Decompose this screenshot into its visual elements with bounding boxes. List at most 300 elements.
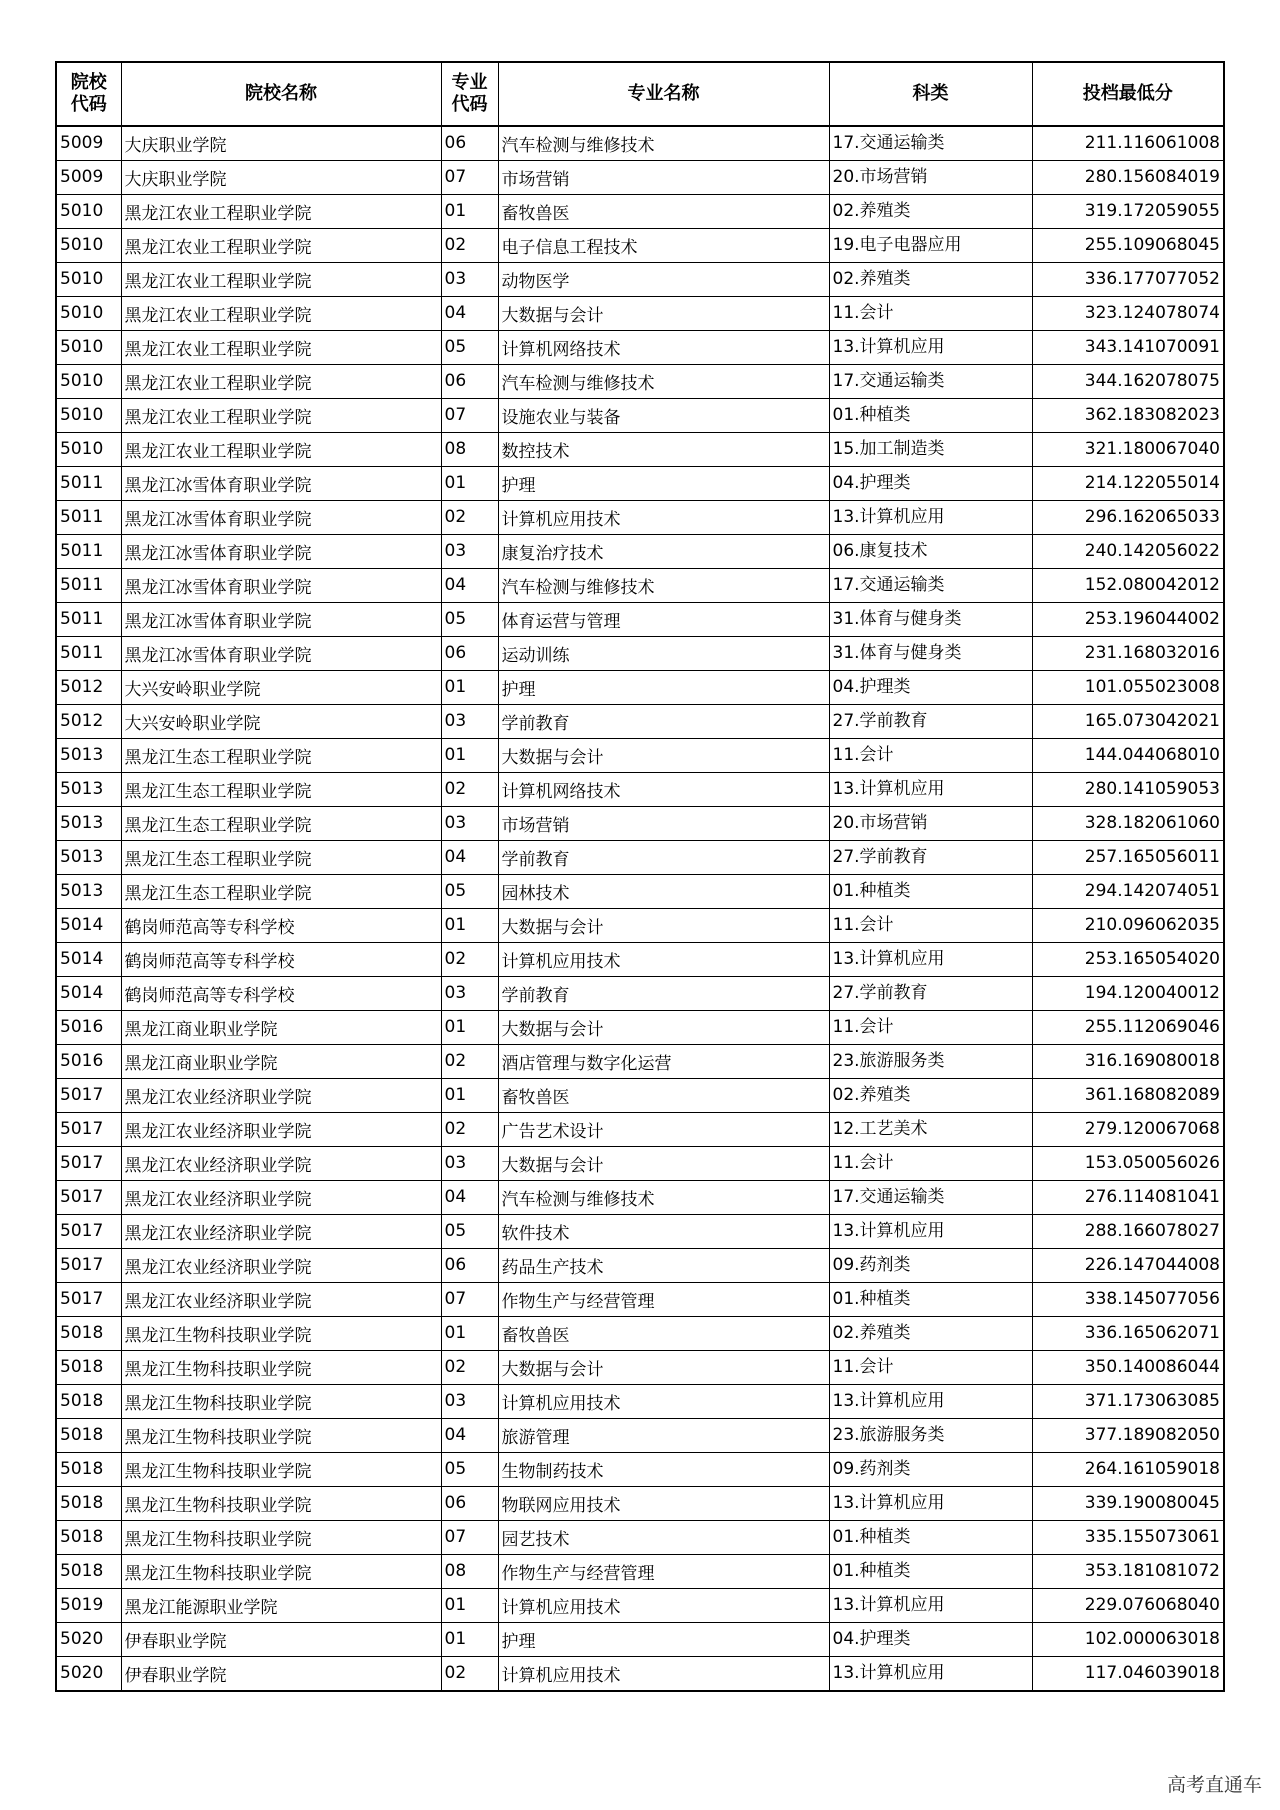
cell-min-score: 344.162078075 xyxy=(1032,365,1224,399)
table-row xyxy=(56,909,1224,943)
cell-category: 01.种植类 xyxy=(829,1283,1032,1317)
cell-major-name: 体育运营与管理 xyxy=(498,606,829,640)
table-row xyxy=(56,501,1224,535)
cell-major-code: 02 xyxy=(441,773,498,807)
cell-major-code: 07 xyxy=(441,1283,498,1317)
cell-category: 11.会计 xyxy=(829,739,1032,773)
cell-category: 15.加工制造类 xyxy=(829,433,1032,467)
header-category: 科类 xyxy=(829,62,1032,126)
cell-min-score: 214.122055014 xyxy=(1032,467,1224,501)
cell-school-name: 黑龙江冰雪体育职业学院 xyxy=(121,572,441,606)
cell-major-name: 汽车检测与维修技术 xyxy=(498,1184,829,1218)
cell-major-name: 广告艺术设计 xyxy=(498,1116,829,1150)
cell-min-score: 210.096062035 xyxy=(1032,909,1224,943)
cell-school-code: 5009 xyxy=(56,161,121,195)
cell-min-score: 226.147044008 xyxy=(1032,1249,1224,1283)
cell-category: 27.学前教育 xyxy=(829,705,1032,739)
cell-school-code: 5018 xyxy=(56,1419,121,1453)
cell-major-code: 05 xyxy=(441,875,498,909)
table-row xyxy=(56,875,1224,909)
cell-school-code: 5010 xyxy=(56,365,121,399)
cell-school-code: 5014 xyxy=(56,977,121,1011)
cell-major-name: 大数据与会计 xyxy=(498,1014,829,1048)
cell-category: 23.旅游服务类 xyxy=(829,1419,1032,1453)
table-row xyxy=(56,1657,1224,1692)
table-row xyxy=(56,365,1224,399)
cell-category: 19.电子电器应用 xyxy=(829,229,1032,263)
cell-min-score: 165.073042021 xyxy=(1032,705,1224,739)
cell-school-code: 5011 xyxy=(56,535,121,569)
header-min-score: 投档最低分 xyxy=(1032,62,1224,126)
cell-school-code: 5017 xyxy=(56,1181,121,1215)
cell-school-code: 5017 xyxy=(56,1147,121,1181)
cell-category: 12.工艺美术 xyxy=(829,1113,1032,1147)
cell-min-score: 339.190080045 xyxy=(1032,1487,1224,1521)
cell-category: 13.计算机应用 xyxy=(829,1657,1032,1692)
cell-major-name: 生物制药技术 xyxy=(498,1456,829,1490)
cell-major-code: 04 xyxy=(441,841,498,875)
cell-min-score: 264.161059018 xyxy=(1032,1453,1224,1487)
cell-min-score: 296.162065033 xyxy=(1032,501,1224,535)
cell-min-score: 362.183082023 xyxy=(1032,399,1224,433)
cell-category: 20.市场营销 xyxy=(829,807,1032,841)
table-row xyxy=(56,1317,1224,1351)
table-row xyxy=(56,705,1224,739)
table-row xyxy=(56,773,1224,807)
cell-major-name: 大数据与会计 xyxy=(498,1150,829,1184)
cell-school-code: 5020 xyxy=(56,1657,121,1692)
cell-min-score: 280.141059053 xyxy=(1032,773,1224,807)
cell-min-score: 255.109068045 xyxy=(1032,229,1224,263)
cell-category: 13.计算机应用 xyxy=(829,943,1032,977)
cell-school-code: 5010 xyxy=(56,229,121,263)
table-row xyxy=(56,1215,1224,1249)
cell-school-code: 5017 xyxy=(56,1113,121,1147)
cell-category: 04.护理类 xyxy=(829,1623,1032,1657)
cell-school-name: 黑龙江农业工程职业学院 xyxy=(121,368,441,402)
cell-major-name: 计算机应用技术 xyxy=(498,946,829,980)
watermark-text: 高考直通车 xyxy=(1166,1774,1262,1796)
table-row xyxy=(56,126,1224,161)
cell-category: 31.体育与健身类 xyxy=(829,603,1032,637)
cell-major-code: 01 xyxy=(441,1317,498,1351)
cell-school-code: 5013 xyxy=(56,773,121,807)
cell-category: 17.交通运输类 xyxy=(829,569,1032,603)
cell-min-score: 257.165056011 xyxy=(1032,841,1224,875)
cell-school-code: 5010 xyxy=(56,297,121,331)
cell-min-score: 276.114081041 xyxy=(1032,1181,1224,1215)
cell-major-code: 02 xyxy=(441,229,498,263)
cell-major-name: 畜牧兽医 xyxy=(498,1320,829,1354)
cell-major-code: 03 xyxy=(441,1385,498,1419)
cell-major-code: 05 xyxy=(441,331,498,365)
cell-category: 13.计算机应用 xyxy=(829,1385,1032,1419)
cell-school-name: 黑龙江冰雪体育职业学院 xyxy=(121,470,441,504)
cell-major-name: 酒店管理与数字化运营 xyxy=(498,1048,829,1082)
cell-school-code: 5016 xyxy=(56,1011,121,1045)
cell-major-name: 市场营销 xyxy=(498,810,829,844)
cell-school-code: 5018 xyxy=(56,1521,121,1555)
cell-major-name: 作物生产与经营管理 xyxy=(498,1286,829,1320)
cell-min-score: 253.196044002 xyxy=(1032,603,1224,637)
cell-school-code: 5018 xyxy=(56,1351,121,1385)
cell-major-code: 01 xyxy=(441,909,498,943)
table-row xyxy=(56,671,1224,705)
table-row xyxy=(56,841,1224,875)
cell-school-name: 黑龙江农业工程职业学院 xyxy=(121,266,441,300)
cell-major-code: 01 xyxy=(441,467,498,501)
cell-school-code: 5020 xyxy=(56,1623,121,1657)
cell-category: 01.种植类 xyxy=(829,1521,1032,1555)
table-row xyxy=(56,1385,1224,1419)
cell-school-code: 5012 xyxy=(56,705,121,739)
table-row xyxy=(56,807,1224,841)
cell-category: 17.交通运输类 xyxy=(829,126,1032,161)
cell-category: 09.药剂类 xyxy=(829,1453,1032,1487)
cell-school-name: 黑龙江农业经济职业学院 xyxy=(121,1082,441,1116)
table-row xyxy=(56,1147,1224,1181)
cell-major-name: 动物医学 xyxy=(498,266,829,300)
cell-school-code: 5018 xyxy=(56,1453,121,1487)
cell-major-name: 软件技术 xyxy=(498,1218,829,1252)
cell-major-name: 电子信息工程技术 xyxy=(498,232,829,266)
cell-min-score: 343.141070091 xyxy=(1032,331,1224,365)
header-major-code-line2: 代码 xyxy=(451,94,488,115)
table-row xyxy=(56,229,1224,263)
cell-major-code: 06 xyxy=(441,126,498,161)
cell-category: 27.学前教育 xyxy=(829,841,1032,875)
cell-school-code: 5019 xyxy=(56,1589,121,1623)
table-row xyxy=(56,1419,1224,1453)
table-row xyxy=(56,1249,1224,1283)
header-major-code xyxy=(441,62,498,126)
cell-category: 06.康复技术 xyxy=(829,535,1032,569)
cell-major-code: 05 xyxy=(441,603,498,637)
cell-school-name: 黑龙江生物科技职业学院 xyxy=(121,1558,441,1592)
table-row xyxy=(56,195,1224,229)
table-row xyxy=(56,467,1224,501)
cell-min-score: 279.120067068 xyxy=(1032,1113,1224,1147)
cell-major-name: 汽车检测与维修技术 xyxy=(498,572,829,606)
table-row xyxy=(56,977,1224,1011)
table-body xyxy=(56,126,1224,1691)
cell-major-name: 畜牧兽医 xyxy=(498,1082,829,1116)
cell-major-name: 计算机应用技术 xyxy=(498,1660,829,1695)
cell-min-score: 117.046039018 xyxy=(1032,1657,1224,1692)
cell-school-name: 黑龙江生物科技职业学院 xyxy=(121,1524,441,1558)
cell-major-code: 02 xyxy=(441,1045,498,1079)
cell-category: 02.养殖类 xyxy=(829,195,1032,229)
cell-min-score: 152.080042012 xyxy=(1032,569,1224,603)
cell-major-name: 计算机应用技术 xyxy=(498,1388,829,1422)
table-row xyxy=(56,739,1224,773)
cell-category: 27.学前教育 xyxy=(829,977,1032,1011)
cell-category: 01.种植类 xyxy=(829,399,1032,433)
cell-min-score: 194.120040012 xyxy=(1032,977,1224,1011)
cell-min-score: 288.166078027 xyxy=(1032,1215,1224,1249)
table-row xyxy=(56,1011,1224,1045)
cell-major-code: 01 xyxy=(441,1589,498,1623)
table-row xyxy=(56,433,1224,467)
cell-school-name: 黑龙江生物科技职业学院 xyxy=(121,1388,441,1422)
cell-major-code: 03 xyxy=(441,263,498,297)
cell-school-code: 5013 xyxy=(56,739,121,773)
cell-min-score: 353.181081072 xyxy=(1032,1555,1224,1589)
cell-school-code: 5018 xyxy=(56,1317,121,1351)
cell-min-score: 240.142056022 xyxy=(1032,535,1224,569)
cell-major-code: 01 xyxy=(441,1011,498,1045)
cell-category: 13.计算机应用 xyxy=(829,1589,1032,1623)
cell-major-code: 06 xyxy=(441,637,498,671)
cell-major-code: 02 xyxy=(441,943,498,977)
cell-school-code: 5011 xyxy=(56,637,121,671)
table-row xyxy=(56,297,1224,331)
cell-category: 31.体育与健身类 xyxy=(829,637,1032,671)
table-row xyxy=(56,1521,1224,1555)
cell-school-code: 5010 xyxy=(56,433,121,467)
cell-major-name: 园艺技术 xyxy=(498,1524,829,1558)
cell-school-name: 鹤岗师范高等专科学校 xyxy=(121,980,441,1014)
cell-major-code: 06 xyxy=(441,1487,498,1521)
cell-major-name: 市场营销 xyxy=(498,164,829,198)
cell-major-name: 大数据与会计 xyxy=(498,1354,829,1388)
cell-category: 13.计算机应用 xyxy=(829,1215,1032,1249)
cell-major-code: 04 xyxy=(441,297,498,331)
table-row xyxy=(56,1181,1224,1215)
cell-min-score: 328.182061060 xyxy=(1032,807,1224,841)
table-row xyxy=(56,1283,1224,1317)
cell-major-name: 汽车检测与维修技术 xyxy=(498,129,829,164)
cell-major-code: 03 xyxy=(441,1147,498,1181)
cell-category: 11.会计 xyxy=(829,909,1032,943)
cell-school-name: 黑龙江农业工程职业学院 xyxy=(121,436,441,470)
table-row xyxy=(56,569,1224,603)
cell-school-name: 黑龙江农业工程职业学院 xyxy=(121,402,441,436)
cell-school-name: 黑龙江农业工程职业学院 xyxy=(121,334,441,368)
cell-category: 11.会计 xyxy=(829,1011,1032,1045)
cell-school-code: 5018 xyxy=(56,1555,121,1589)
cell-major-code: 03 xyxy=(441,535,498,569)
table-row xyxy=(56,943,1224,977)
cell-school-name: 黑龙江农业经济职业学院 xyxy=(121,1218,441,1252)
cell-category: 01.种植类 xyxy=(829,1555,1032,1589)
cell-school-code: 5010 xyxy=(56,399,121,433)
table-row xyxy=(56,1623,1224,1657)
cell-major-name: 旅游管理 xyxy=(498,1422,829,1456)
cell-major-code: 02 xyxy=(441,1113,498,1147)
cell-category: 04.护理类 xyxy=(829,671,1032,705)
cell-category: 01.种植类 xyxy=(829,875,1032,909)
cell-min-score: 101.055023008 xyxy=(1032,671,1224,705)
cell-school-name: 黑龙江冰雪体育职业学院 xyxy=(121,606,441,640)
cell-min-score: 253.165054020 xyxy=(1032,943,1224,977)
table-row xyxy=(56,1079,1224,1113)
cell-major-name: 运动训练 xyxy=(498,640,829,674)
cell-min-score: 280.156084019 xyxy=(1032,161,1224,195)
cell-min-score: 229.076068040 xyxy=(1032,1589,1224,1623)
cell-school-name: 黑龙江生物科技职业学院 xyxy=(121,1422,441,1456)
cell-school-code: 5011 xyxy=(56,603,121,637)
cell-category: 02.养殖类 xyxy=(829,1079,1032,1113)
cell-school-code: 5014 xyxy=(56,909,121,943)
cell-major-code: 01 xyxy=(441,1079,498,1113)
cell-min-score: 323.124078074 xyxy=(1032,297,1224,331)
cell-major-code: 08 xyxy=(441,433,498,467)
cell-major-code: 05 xyxy=(441,1215,498,1249)
cell-school-name: 鹤岗师范高等专科学校 xyxy=(121,912,441,946)
cell-school-code: 5017 xyxy=(56,1249,121,1283)
table-header-row xyxy=(56,62,1224,126)
cell-major-code: 07 xyxy=(441,1521,498,1555)
cell-school-name: 黑龙江农业经济职业学院 xyxy=(121,1184,441,1218)
table-row xyxy=(56,637,1224,671)
cell-school-code: 5017 xyxy=(56,1079,121,1113)
cell-category: 11.会计 xyxy=(829,1351,1032,1385)
cell-major-name: 计算机网络技术 xyxy=(498,334,829,368)
cell-category: 04.护理类 xyxy=(829,467,1032,501)
cell-major-code: 04 xyxy=(441,1419,498,1453)
table-row xyxy=(56,1113,1224,1147)
cell-school-name: 黑龙江生态工程职业学院 xyxy=(121,810,441,844)
cell-major-code: 04 xyxy=(441,1181,498,1215)
cell-school-name: 黑龙江商业职业学院 xyxy=(121,1014,441,1048)
cell-school-name: 伊春职业学院 xyxy=(121,1626,441,1660)
cell-school-code: 5011 xyxy=(56,501,121,535)
cell-major-name: 学前教育 xyxy=(498,844,829,878)
cell-major-name: 计算机应用技术 xyxy=(498,1592,829,1626)
table-row xyxy=(56,399,1224,433)
cell-school-name: 大庆职业学院 xyxy=(121,129,441,164)
cell-min-score: 336.165062071 xyxy=(1032,1317,1224,1351)
cell-min-score: 319.172059055 xyxy=(1032,195,1224,229)
cell-school-name: 黑龙江生物科技职业学院 xyxy=(121,1354,441,1388)
cell-school-name: 黑龙江生物科技职业学院 xyxy=(121,1320,441,1354)
cell-school-code: 5011 xyxy=(56,569,121,603)
table-row xyxy=(56,1453,1224,1487)
header-school-code-line1: 院校 xyxy=(70,72,107,93)
cell-major-code: 08 xyxy=(441,1555,498,1589)
cell-school-name: 黑龙江商业职业学院 xyxy=(121,1048,441,1082)
cell-category: 20.市场营销 xyxy=(829,161,1032,195)
cell-min-score: 371.173063085 xyxy=(1032,1385,1224,1419)
cell-category: 02.养殖类 xyxy=(829,1317,1032,1351)
cell-min-score: 316.169080018 xyxy=(1032,1045,1224,1079)
table-row xyxy=(56,535,1224,569)
cell-category: 11.会计 xyxy=(829,297,1032,331)
cell-major-code: 01 xyxy=(441,1623,498,1657)
cell-school-code: 5018 xyxy=(56,1385,121,1419)
cell-min-score: 361.168082089 xyxy=(1032,1079,1224,1113)
cell-school-code: 5010 xyxy=(56,263,121,297)
header-school-name: 院校名称 xyxy=(121,62,441,126)
cell-school-name: 大兴安岭职业学院 xyxy=(121,708,441,742)
table-row xyxy=(56,603,1224,637)
cell-school-name: 黑龙江生态工程职业学院 xyxy=(121,844,441,878)
cell-school-name: 黑龙江生态工程职业学院 xyxy=(121,776,441,810)
cell-min-score: 211.116061008 xyxy=(1032,126,1224,161)
cell-major-name: 数控技术 xyxy=(498,436,829,470)
cell-school-name: 黑龙江农业经济职业学院 xyxy=(121,1286,441,1320)
cell-school-code: 5018 xyxy=(56,1487,121,1521)
cell-major-code: 01 xyxy=(441,195,498,229)
cell-major-code: 02 xyxy=(441,1657,498,1692)
table-row xyxy=(56,1351,1224,1385)
cell-major-name: 大数据与会计 xyxy=(498,742,829,776)
cell-min-score: 336.177077052 xyxy=(1032,263,1224,297)
cell-min-score: 335.155073061 xyxy=(1032,1521,1224,1555)
cell-major-code: 07 xyxy=(441,399,498,433)
table-row xyxy=(56,1487,1224,1521)
cell-school-name: 黑龙江农业工程职业学院 xyxy=(121,198,441,232)
cell-major-name: 护理 xyxy=(498,470,829,504)
cell-min-score: 294.142074051 xyxy=(1032,875,1224,909)
table-row xyxy=(56,331,1224,365)
cell-school-name: 黑龙江农业经济职业学院 xyxy=(121,1150,441,1184)
cell-school-code: 5014 xyxy=(56,943,121,977)
cell-major-name: 畜牧兽医 xyxy=(498,198,829,232)
cell-min-score: 377.189082050 xyxy=(1032,1419,1224,1453)
cell-major-name: 园林技术 xyxy=(498,878,829,912)
cell-school-code: 5011 xyxy=(56,467,121,501)
cell-school-name: 黑龙江能源职业学院 xyxy=(121,1592,441,1626)
cell-school-name: 伊春职业学院 xyxy=(121,1660,441,1695)
cell-major-code: 02 xyxy=(441,1351,498,1385)
cell-major-name: 物联网应用技术 xyxy=(498,1490,829,1524)
cell-major-code: 03 xyxy=(441,977,498,1011)
cell-min-score: 144.044068010 xyxy=(1032,739,1224,773)
cell-category: 17.交通运输类 xyxy=(829,1181,1032,1215)
cell-major-name: 康复治疗技术 xyxy=(498,538,829,572)
cell-major-name: 护理 xyxy=(498,674,829,708)
cell-major-code: 03 xyxy=(441,705,498,739)
cell-category: 02.养殖类 xyxy=(829,263,1032,297)
table-row xyxy=(56,161,1224,195)
header-school-code-line2: 代码 xyxy=(70,94,107,115)
cell-category: 13.计算机应用 xyxy=(829,773,1032,807)
table-row xyxy=(56,263,1224,297)
cell-school-name: 大兴安岭职业学院 xyxy=(121,674,441,708)
cell-major-code: 05 xyxy=(441,1453,498,1487)
cell-major-name: 学前教育 xyxy=(498,708,829,742)
table-row xyxy=(56,1555,1224,1589)
cell-major-code: 01 xyxy=(441,739,498,773)
cell-major-name: 计算机应用技术 xyxy=(498,504,829,538)
cell-major-name: 护理 xyxy=(498,1626,829,1660)
cell-min-score: 102.000063018 xyxy=(1032,1623,1224,1657)
cell-school-name: 大庆职业学院 xyxy=(121,164,441,198)
cell-school-name: 鹤岗师范高等专科学校 xyxy=(121,946,441,980)
cell-school-code: 5017 xyxy=(56,1283,121,1317)
cell-school-name: 黑龙江生物科技职业学院 xyxy=(121,1456,441,1490)
cell-school-name: 黑龙江生态工程职业学院 xyxy=(121,878,441,912)
cell-school-code: 5016 xyxy=(56,1045,121,1079)
cell-category: 13.计算机应用 xyxy=(829,501,1032,535)
cell-major-code: 07 xyxy=(441,161,498,195)
cell-major-code: 06 xyxy=(441,365,498,399)
cell-major-code: 04 xyxy=(441,569,498,603)
header-major-name: 专业名称 xyxy=(498,62,829,126)
admission-score-table xyxy=(55,61,1225,1692)
cell-school-name: 黑龙江冰雪体育职业学院 xyxy=(121,504,441,538)
cell-major-name: 作物生产与经营管理 xyxy=(498,1558,829,1592)
cell-category: 23.旅游服务类 xyxy=(829,1045,1032,1079)
cell-major-code: 02 xyxy=(441,501,498,535)
cell-category: 11.会计 xyxy=(829,1147,1032,1181)
cell-school-code: 5010 xyxy=(56,331,121,365)
cell-school-code: 5010 xyxy=(56,195,121,229)
cell-school-name: 黑龙江生态工程职业学院 xyxy=(121,742,441,776)
cell-school-name: 黑龙江农业经济职业学院 xyxy=(121,1252,441,1286)
